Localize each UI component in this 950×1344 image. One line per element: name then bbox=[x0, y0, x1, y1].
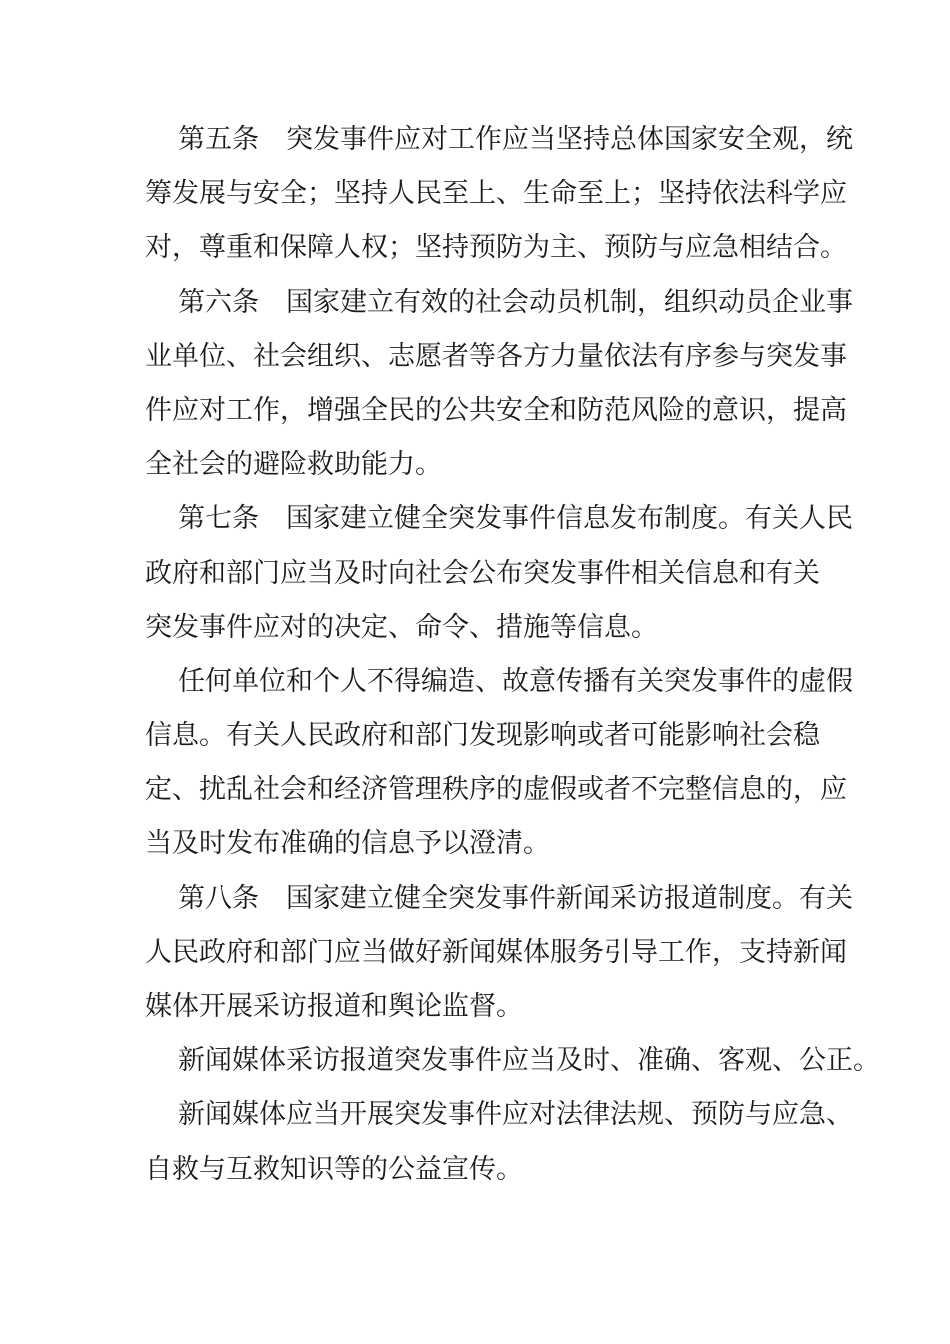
text-line: 业单位、社会组织、志愿者等各方力量依法有序参与突发事 bbox=[145, 340, 847, 372]
text-line: 第七条 国家建立健全突发事件信息发布制度。有关人民 bbox=[178, 503, 853, 535]
paragraph-article-8 bbox=[145, 872, 853, 1035]
text-line: 定、扰乱社会和经济管理秩序的虚假或者不完整信息的，应 bbox=[145, 774, 847, 806]
paragraph-article-8-clause-2 bbox=[145, 1034, 880, 1088]
text-line: 第五条 突发事件应对工作应当坚持总体国家安全观，统 bbox=[178, 124, 853, 155]
text-line: 新闻媒体采访报道突发事件应当及时、准确、客观、公正。 bbox=[178, 1045, 880, 1077]
document-body bbox=[145, 113, 880, 1197]
text-line: 政府和部门应当及时向社会公布突发事件相关信息和有关 bbox=[145, 557, 820, 589]
paragraph-article-8-clause-3 bbox=[145, 1088, 853, 1196]
text-line: 信息。有关人民政府和部门发现影响或者可能影响社会稳 bbox=[145, 720, 820, 752]
text-line: 全社会的避险救助能力。 bbox=[145, 449, 442, 481]
paragraph-article-7 bbox=[145, 492, 853, 655]
text-line: 自救与互救知识等的公益宣传。 bbox=[145, 1153, 523, 1185]
text-line: 件应对工作，增强全民的公共安全和防范风险的意识，提高 bbox=[145, 394, 847, 426]
text-line: 对，尊重和保障人权；坚持预防为主、预防与应急相结合。 bbox=[145, 232, 847, 264]
text-line: 新闻媒体应当开展突发事件应对法律法规、预防与应急、 bbox=[178, 1099, 853, 1131]
text-line: 第六条 国家建立有效的社会动员机制，组织动员企业事 bbox=[178, 286, 853, 318]
text-line: 人民政府和部门应当做好新闻媒体服务引导工作，支持新闻 bbox=[145, 936, 847, 968]
text-line: 筹发展与安全；坚持人民至上、生命至上；坚持依法科学应 bbox=[145, 178, 847, 210]
text-line: 突发事件应对的决定、命令、措施等信息。 bbox=[145, 611, 658, 643]
paragraph-article-7-clause-2 bbox=[145, 655, 853, 872]
paragraph-article-5 bbox=[145, 113, 853, 276]
text-line: 媒体开展采访报道和舆论监督。 bbox=[145, 991, 523, 1022]
text-line: 第八条 国家建立健全突发事件新闻采访报道制度。有关 bbox=[178, 882, 853, 914]
text-line: 任何单位和个人不得编造、故意传播有关突发事件的虚假 bbox=[178, 665, 853, 697]
paragraph-article-6 bbox=[145, 276, 853, 493]
text-line: 当及时发布准确的信息予以澄清。 bbox=[145, 828, 550, 860]
